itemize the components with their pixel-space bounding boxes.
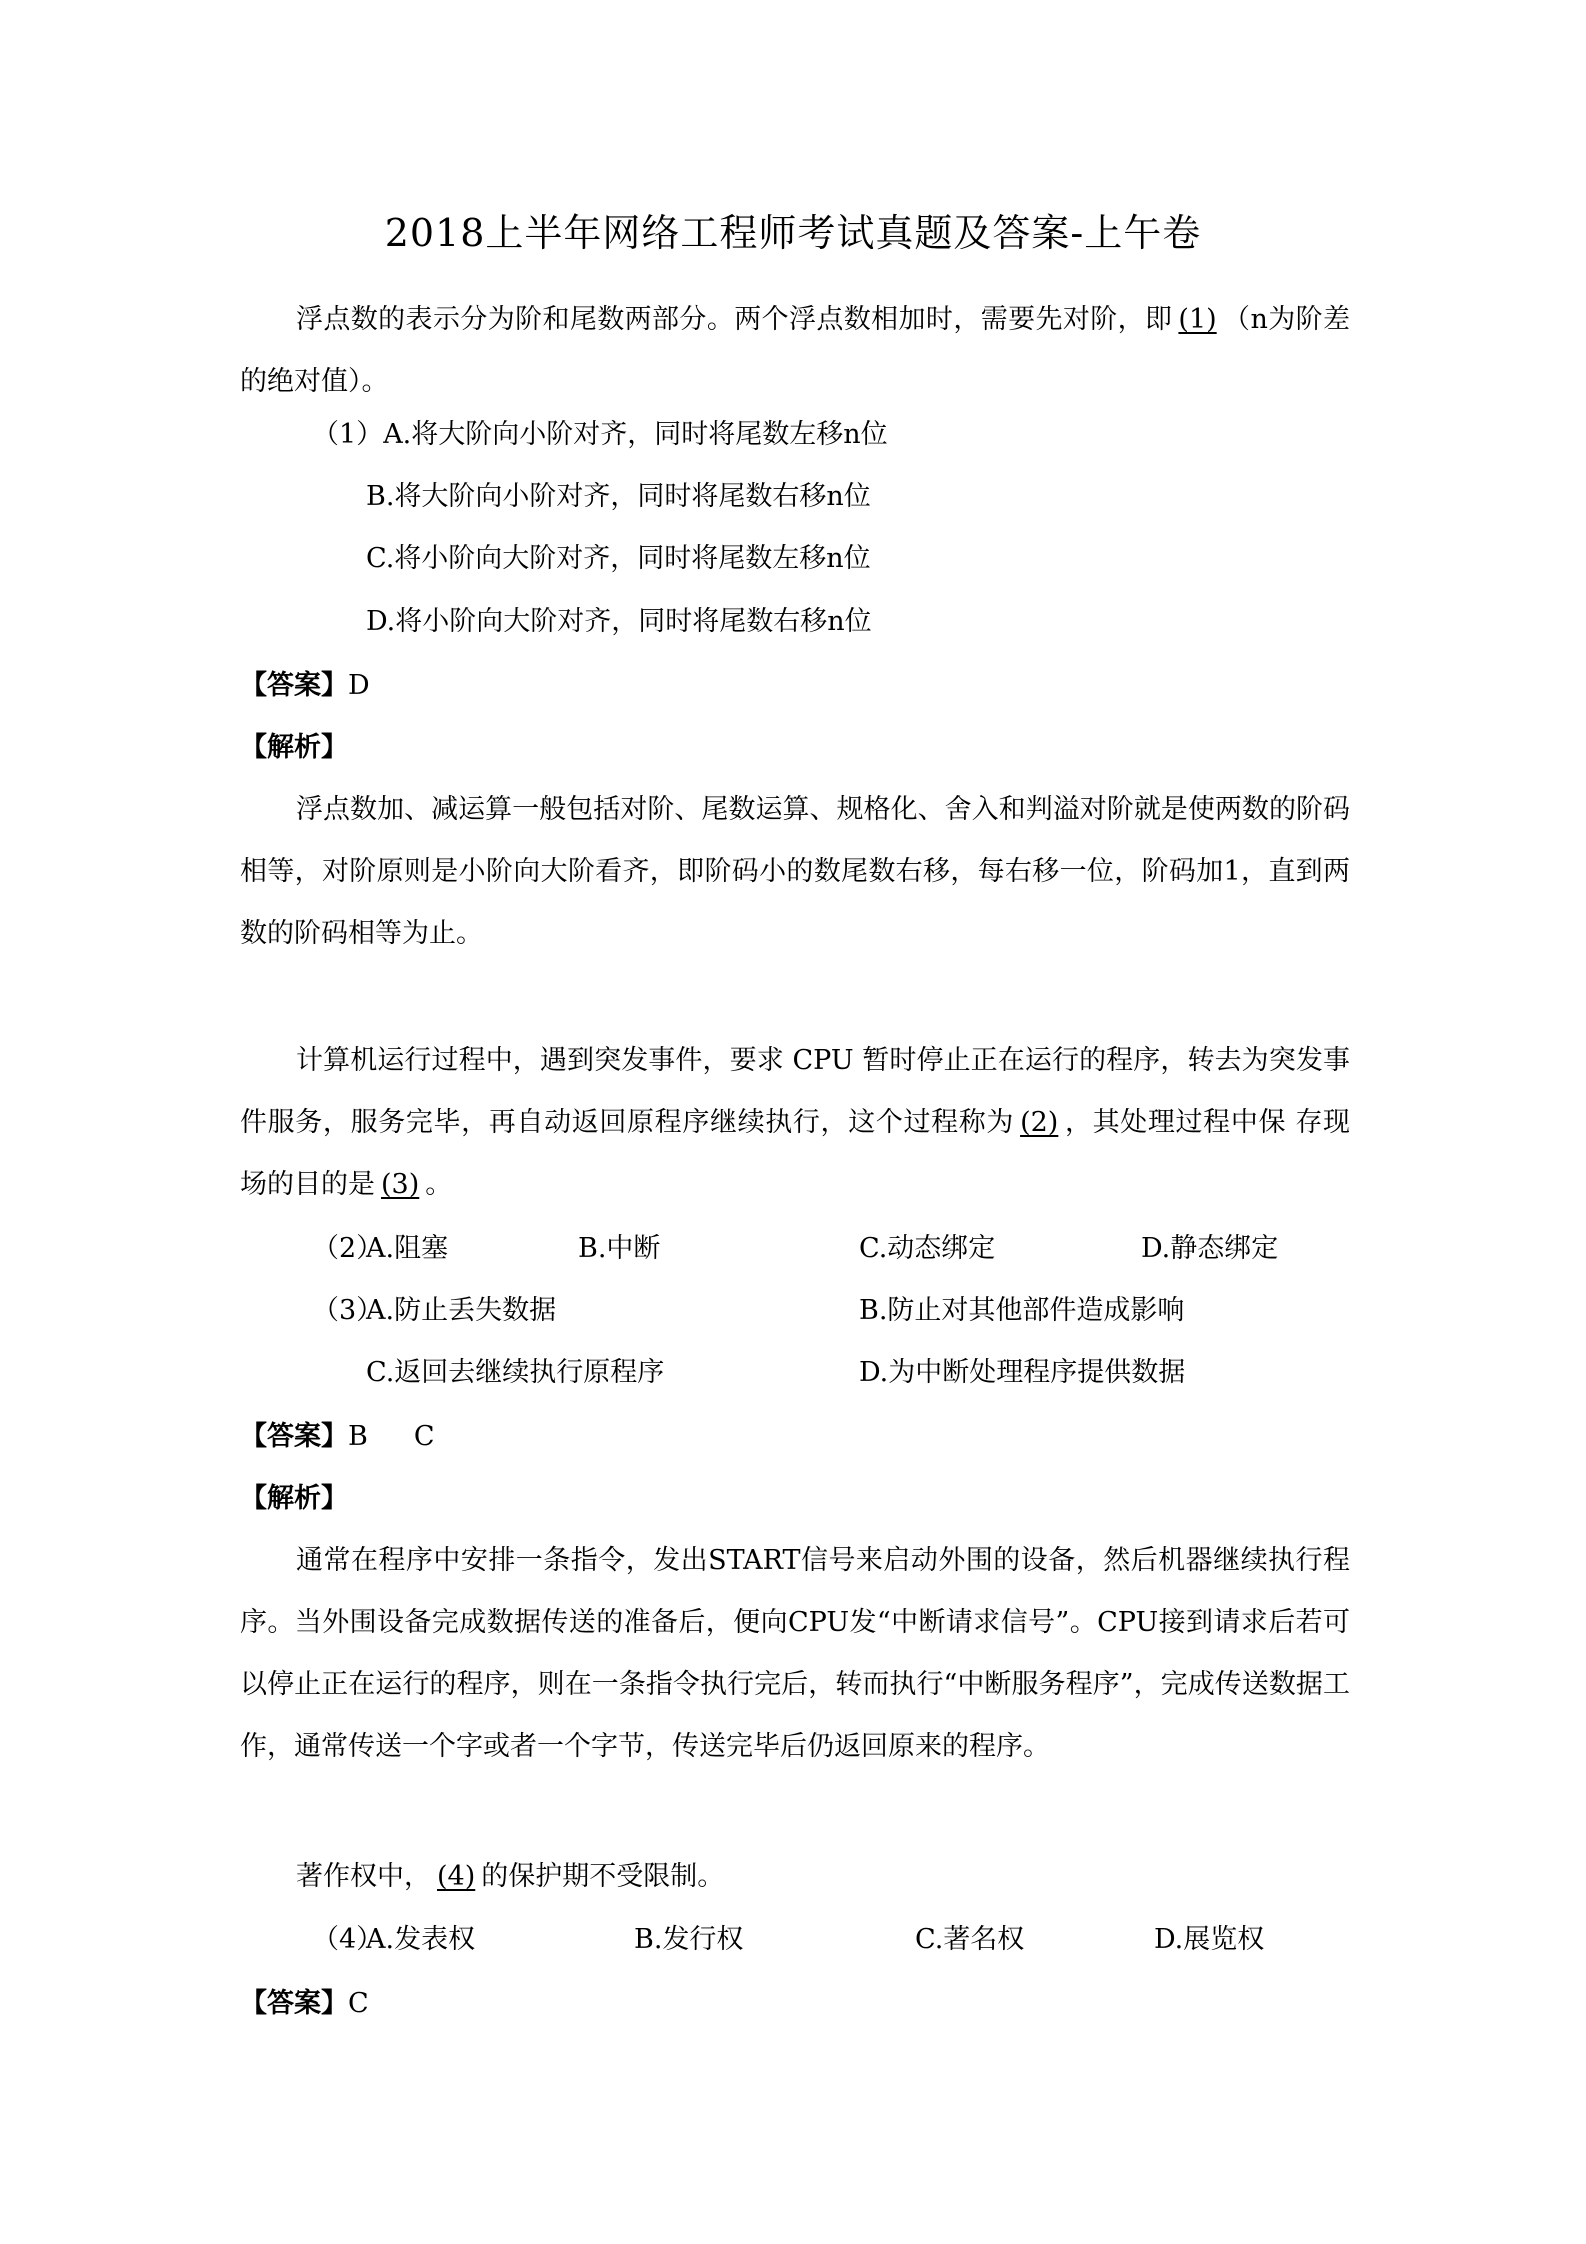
question-2-option-d: D.静态绑定 (1141, 1233, 1279, 1264)
question-2-number: （2） (312, 1233, 384, 1264)
question-2-analysis-label: 【解析】 (240, 1483, 348, 1514)
question-1-stem-tail: （n为阶差的绝对值）。 (240, 304, 1351, 397)
answer-label: 【答案】 (240, 1988, 348, 2019)
question-3-option-a: A.防止丢失数据 (366, 1295, 557, 1326)
answer-value: C (348, 1988, 369, 2019)
question-2-option-a: A.阻塞 (366, 1233, 449, 1264)
blank-3: (3) (381, 1169, 420, 1200)
answer-value: D (348, 670, 370, 701)
question-3-option-d: D.为中断处理程序提供数据 (859, 1357, 1186, 1388)
question-4-stem: 著作权中， (4) 的保护期不受限制。 (296, 1861, 725, 1892)
question-4-option-b: B.发行权 (634, 1924, 744, 1955)
question-4-answer (240, 1984, 369, 2024)
blank-1: (1) (1178, 304, 1217, 335)
question-1-analysis-label: 【解析】 (240, 732, 348, 763)
question-1-stem (240, 289, 1350, 413)
question-2-stem: 计算机运行过程中，遇到突发事件，要求 CPU 暂时停止正在运行的程序，转去为突发事件服务，服务完毕，再自动返回原程序继续执行，这个过程称为 (2) ，其处理过程中保 存现场的目的是 (3) 。 (240, 1045, 1350, 1200)
answer-value: B (348, 1421, 368, 1452)
question-3-option-b: B.防止对其他部件造成影响 (859, 1295, 1185, 1326)
question-1-answer (240, 666, 370, 706)
question-1-stem-text: 浮点数的表示分为阶和尾数两部分。两个浮点数相加时，需要先对阶，即 (296, 304, 1173, 335)
question-4-option-c: C.著名权 (915, 1924, 1025, 1955)
question-1-option-b: B.将大阶向小阶对齐，同时将尾数右移n位 (366, 481, 871, 512)
question-1-number: （1） (312, 419, 384, 450)
page-title: 2018上半年网络工程师考试真题及答案-上午卷 (384, 211, 1202, 255)
question-1-analysis: 浮点数加、减运算一般包括对阶、尾数运算、规格化、舍入和判溢对阶就是使两数的阶码相等，对阶原则是小阶向大阶看齐，即阶码小的数尾数右移，每右移一位，阶码加1，直到两数的阶码相等为止。 (240, 794, 1350, 949)
answer-label: 【答案】 (240, 1421, 348, 1452)
question-3-option-c: C.返回去继续执行原程序 (366, 1357, 665, 1388)
question-1-option-a: （1）A.将大阶向小阶对齐，同时将尾数左移n位 (312, 419, 888, 450)
blank-2: (2) (1020, 1107, 1059, 1138)
question-2-option-b: B.中断 (578, 1233, 661, 1264)
question-2-analysis: 通常在程序中安排一条指令，发出START信号来启动外围的设备，然后机器继续执行程序。当外围设备完成数据传送的准备后，便向CPU发“中断请求信号”。CPU接到请求后若可以停止正在运行的程序，则在一条指令执行完后，转而执行“中断服务程序”，完成传送数据工作，通常传送一个字或者一个字节，传送完毕后仍返回原来的程序。 (240, 1545, 1350, 1762)
question-4-number: （4） (312, 1924, 384, 1955)
question-1-option-c: C.将小阶向大阶对齐，同时将尾数左移n位 (366, 543, 871, 574)
blank-4: (4) (437, 1861, 476, 1892)
question-2-option-c: C.动态绑定 (859, 1233, 996, 1264)
question-3-number: （3） (312, 1295, 384, 1326)
question-4-option-d: D.展览权 (1154, 1924, 1265, 1955)
question-2-answer (240, 1417, 435, 1457)
question-1-option-d: D.将小阶向大阶对齐，同时将尾数右移n位 (366, 606, 872, 637)
question-4-option-a: A.发表权 (366, 1924, 476, 1955)
answer-label: 【答案】 (240, 670, 348, 701)
answer-value: C (413, 1421, 435, 1452)
